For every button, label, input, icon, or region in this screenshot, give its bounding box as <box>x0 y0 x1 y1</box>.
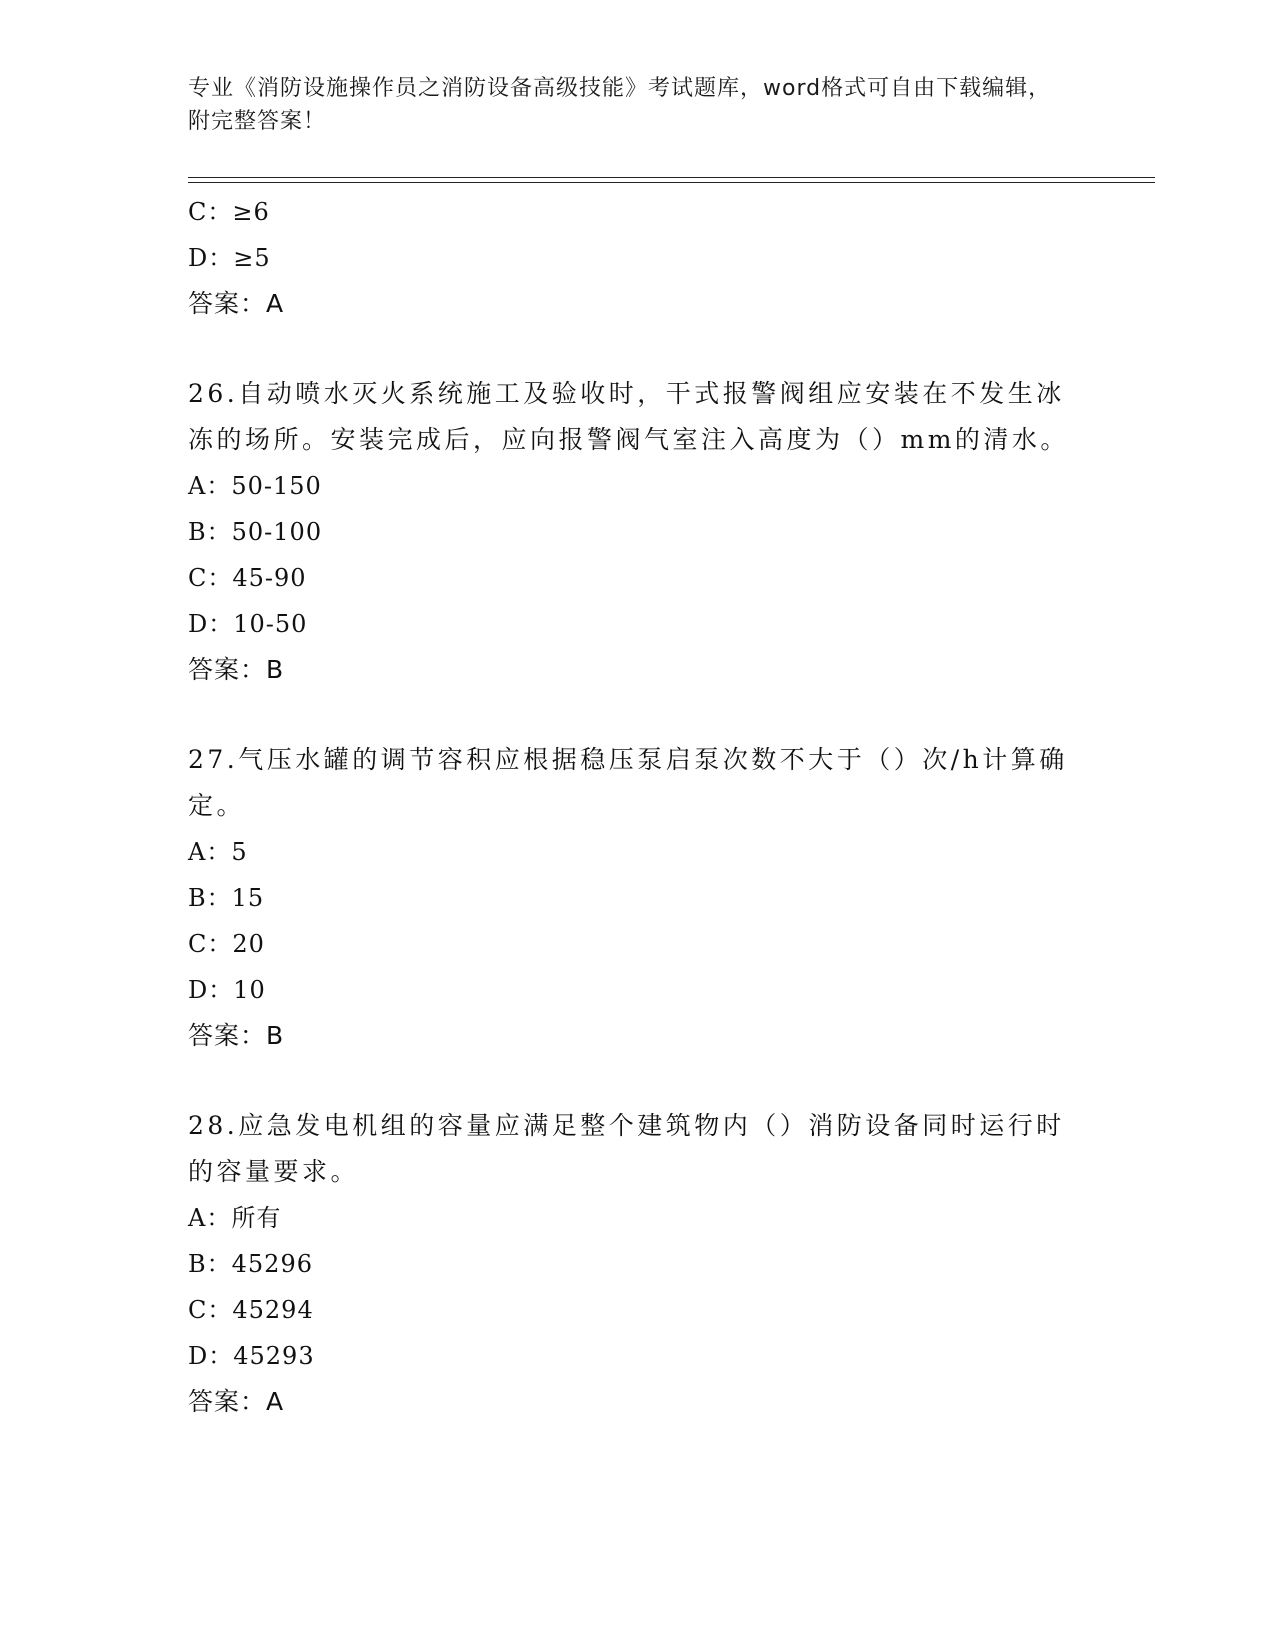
option-a <box>188 463 1088 509</box>
option-c <box>188 555 1088 601</box>
question-stem: 27.气压水罐的调节容积应根据稳压泵启泵次数不大于（）次/h计算确定。 <box>188 745 1068 820</box>
option-value: 20 <box>232 930 265 958</box>
option-value: 5 <box>231 838 248 866</box>
option-separator: ： <box>207 930 233 958</box>
option-value: ≥5 <box>233 244 271 272</box>
option-separator: ： <box>206 838 232 866</box>
option-value: 50-150 <box>231 472 322 500</box>
option-letter: D <box>188 244 209 272</box>
option-b <box>188 1241 1088 1287</box>
option-a <box>188 1195 1088 1241</box>
option-b <box>188 509 1088 555</box>
option-value: ≥6 <box>232 198 270 226</box>
exam-content <box>188 189 1088 1425</box>
option-letter: A <box>188 838 207 866</box>
option-d <box>188 601 1088 647</box>
option-value: 45293 <box>233 1342 315 1370</box>
question-26 <box>188 371 1088 693</box>
answer-line: 答案：A <box>188 1387 285 1416</box>
option-b <box>188 875 1088 921</box>
answer-line: 答案：B <box>188 655 285 684</box>
option-letter: C <box>188 198 208 226</box>
option-value: 45-90 <box>232 564 307 592</box>
option-c <box>188 921 1088 967</box>
option-d <box>188 235 1088 281</box>
option-c <box>188 189 1088 235</box>
previous-question-tail <box>188 189 1088 327</box>
option-letter: C <box>188 930 208 958</box>
answer-line: 答案：B <box>188 1021 285 1050</box>
option-separator: ： <box>206 472 232 500</box>
option-separator: ： <box>207 1296 233 1324</box>
option-value: 10 <box>233 976 266 1004</box>
option-separator: ： <box>208 244 234 272</box>
option-letter: B <box>188 518 207 546</box>
option-letter: A <box>188 472 207 500</box>
option-d <box>188 1333 1088 1379</box>
option-value: 15 <box>231 884 265 912</box>
option-value: 45294 <box>232 1296 314 1324</box>
option-c <box>188 1287 1088 1333</box>
option-separator: ： <box>206 884 232 912</box>
option-separator: ： <box>208 610 234 638</box>
option-separator: ： <box>207 198 233 226</box>
option-value: 所有 <box>231 1204 282 1232</box>
option-value: 45296 <box>231 1250 313 1278</box>
option-letter: C <box>188 564 208 592</box>
option-d <box>188 967 1088 1013</box>
option-separator: ： <box>208 976 234 1004</box>
option-letter: C <box>188 1296 208 1324</box>
option-separator: ： <box>208 1342 234 1370</box>
question-stem: 28.应急发电机组的容量应满足整个建筑物内（）消防设备同时运行时的容量要求。 <box>188 1111 1065 1186</box>
question-28 <box>188 1103 1088 1425</box>
option-separator: ： <box>206 1250 232 1278</box>
option-value: 10-50 <box>233 610 308 638</box>
header-text: 专业《消防设施操作员之消防设备高级技能》考试题库，word格式可自由下载编辑，附完整答案！ <box>188 76 1052 134</box>
option-separator: ： <box>206 518 232 546</box>
header-divider-bottom <box>188 182 1155 183</box>
page-header <box>188 72 1068 138</box>
header-divider-top <box>188 177 1155 178</box>
option-letter: D <box>188 610 209 638</box>
question-stem: 26.自动喷水灭火系统施工及验收时，干式报警阀组应安装在不发生冰冻的场所。安装完成后，应向报警阀气室注入高度为（）mm的清水。 <box>188 379 1069 454</box>
option-letter: A <box>188 1204 207 1232</box>
option-separator: ： <box>206 1204 232 1232</box>
option-letter: D <box>188 976 209 1004</box>
option-letter: B <box>188 1250 207 1278</box>
option-value: 50-100 <box>231 518 323 546</box>
option-letter: B <box>188 884 207 912</box>
question-27 <box>188 737 1088 1059</box>
option-letter: D <box>188 1342 209 1370</box>
answer-line: 答案：A <box>188 289 285 318</box>
option-separator: ： <box>207 564 233 592</box>
option-a <box>188 829 1088 875</box>
